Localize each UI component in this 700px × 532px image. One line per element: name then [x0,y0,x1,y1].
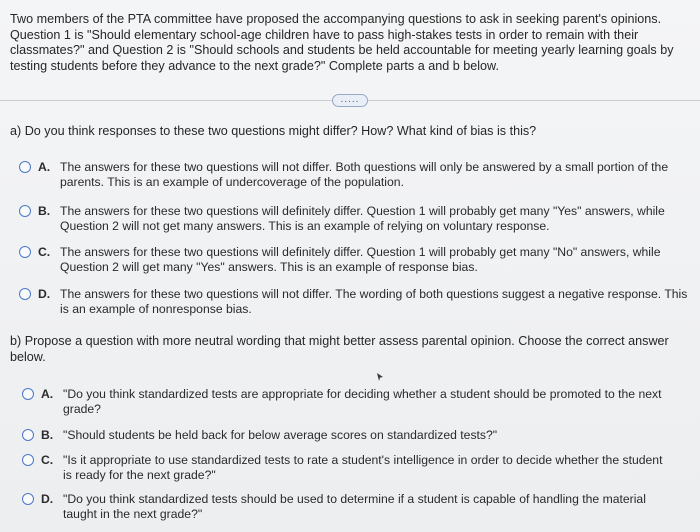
option-letter: D. [41,492,54,506]
option-text: "Do you think standardized tests should be used to determine if a student is capable of handling the material taught in the next grade?" [63,492,646,521]
part-a-question: a) Do you think responses to these two questions might differ? How? What kind of bias is this? [10,124,537,138]
part-a-option-d[interactable] [19,287,691,317]
option-text: "Is it appropriate to use standardized tests to rate a student's intelligence in order to decide whether the student is ready for the next grade?" [63,453,663,482]
part-b-option-b[interactable] [22,428,672,443]
expand-more-button[interactable]: ..... [332,94,368,107]
radio-button[interactable] [19,246,31,258]
radio-button[interactable] [22,454,34,466]
option-letter: A. [38,160,51,174]
radio-button[interactable] [19,288,31,300]
part-b-option-d[interactable] [22,492,672,522]
radio-button[interactable] [22,429,34,441]
radio-button[interactable] [19,205,31,217]
radio-button[interactable] [19,161,31,173]
radio-button[interactable] [22,493,34,505]
part-b-option-a[interactable] [22,387,672,417]
option-text: The answers for these two questions will definitely differ. Question 1 will probably get many "No" answers, while Question 2 will get many "Yes" answers. This is an example of response bias. [60,245,661,274]
cursor-arrow-icon [375,372,385,382]
option-letter: C. [41,453,54,467]
option-letter: D. [38,287,51,301]
part-b-question: b) Propose a question with more neutral wording that might better assess parental opinion. Choose the correct answer below. [10,334,669,364]
part-a-option-b[interactable] [19,204,691,234]
option-letter: B. [38,204,51,218]
problem-statement: Two members of the PTA committee have proposed the accompanying questions to ask in seeking parent's opinions. Question 1 is "Should elementary school-age children have to pass high-stakes tests in order to remain with their classmates?" and Question 2 is "Should schools and students be held accountable for meeting yearly learning goals by testing students before they advance to the next grade?" Complete parts a and b below. [10,12,674,73]
option-text: The answers for these two questions will definitely differ. Question 1 will probably get many "Yes" answers, while Question 2 will not get many answers. This is an example of relying on voluntary response. [60,204,665,233]
option-text: The answers for these two questions will not differ. Both questions will only be answered by a small portion of the parents. This is an example of undercoverage of the population. [60,160,669,189]
radio-button[interactable] [22,388,34,400]
option-letter: C. [38,245,51,259]
option-text: The answers for these two questions will not differ. The wording of both questions suggest a negative response. This is an example of nonresponse bias. [60,287,688,316]
part-b-option-c[interactable] [22,453,672,483]
part-a-option-c[interactable] [19,245,691,275]
option-text: "Do you think standardized tests are appropriate for deciding whether a student should be promoted to the next grade? [63,387,662,416]
part-a-option-a[interactable] [19,160,691,190]
option-letter: A. [41,387,54,401]
option-text: "Should students be held back for below average scores on standardized tests?" [63,428,498,442]
option-letter: B. [41,428,54,442]
